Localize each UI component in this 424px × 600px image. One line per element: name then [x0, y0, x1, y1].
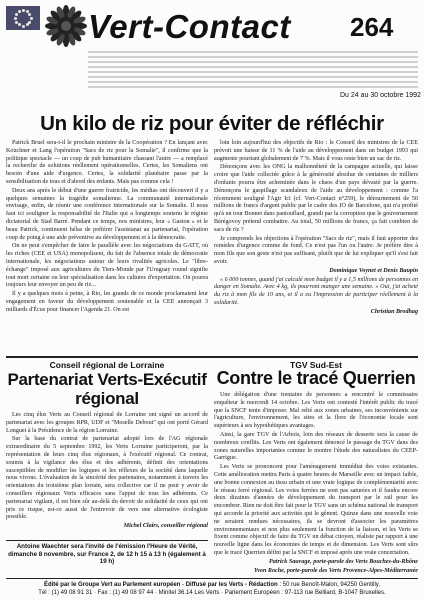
footer-editor: Édité par le Groupe Vert au Parlement européen	[43, 582, 181, 588]
article-paragraph: Ainsi, la gare TGV de l'Arbois, loin des réseaux de desserte sera la cause de nombreux conflits. Les Verts ont également dénoncé le passage du TGV dans des zones naturelles importantes comme le montre l'étude des naturalistes du CEEP-Garrigue.	[214, 431, 418, 462]
lorraine-article	[6, 412, 208, 532]
footer-redaction-label: - Rédaction	[243, 582, 278, 588]
flag-star-icon	[15, 21, 18, 24]
article-signature: Patrick Sauvage, porte-parole des Verts Bouches-du-Rhône	[269, 558, 418, 565]
article-paragraph: Les cinq élus Verts au Conseil régional de Lorraine ont signé un accord de partenariat avec les groupes RPR, UDF et "Moselle Debout" qui ont porté Gérard Longuet à la Présidence de la région Lorraine.	[6, 412, 208, 434]
footer-line-2: Tél : (1) 49 08 91 31 · Fax : (1) 49 08 97 44 · Minitel 36.14 Les Verts · Parlement Européen : 97-113 rue Belliard, B-1047 Bruxelles.	[38, 590, 386, 596]
article-paragraph: Je comprends les objections à l'opération "Sacs de riz", mais il faut apporter des remèdes d'urgence comme de fond. Ce n'est pas l'un ou l'autre. Je préfère dire à mon fils que son geste n'est pas suffisant, plutôt que de lui expliquer qu'il s'est fait avoir.	[214, 235, 418, 265]
article-paragraph: Une délégation d'une trentaine de personnes a rencontré le commissaire enquêteur le mercredi 14 octobre. Les Verts ont contesté l'intérêt public du tracé que la SNCF tente d'imposer. Mal relié aux zones urbaines, ses inconvénients sur l'agriculture, l'environnement, les sites et la flore de l'économie locale sont supérieurs à ses hypothétiques avantages.	[214, 392, 418, 430]
section-title-lorraine: Partenariat Verts-Exécutif régional	[7, 370, 207, 408]
issue-number: 264	[350, 12, 394, 42]
flag-star-icon	[28, 13, 31, 16]
article-paragraph: Les Verts se prononcent pour l'aménagement immédiat des voies existantes. Cette amélioration mettra Paris à quatre heures de Marseille avec un impact faible, une bonne connexion au tissu urbain et une vraie logique de complémentarité avec le réseau ferré régional. Les voies ferrées ne sont pas saturées et il faudra encore deux dizaines d'années de développement du transport par le rail pour les encombrer. Rien ne doit être fait pour le TGV sans un schéma national de transport qui accorde la priorité aux activités qui le gênent. Quinze dans une nouvelle voie ne seraient rendues nécessaires, ils se devront d'associer les paramètres environnementaux et non plus seulement la fonction de la liaison, et les Verts se fixent comme objectif de faire du TGV un débat citoyen, réaliste par rapport à une nouvelle ligne dans les économies de temps et de dimension. Les Verts sont sûrs que le tracé Querrien défini par la SNCF et imposé après une vraie concertation.	[214, 464, 418, 556]
article-signature: Christian Brodhag	[370, 308, 418, 315]
flag-star-icon	[18, 10, 21, 13]
article-paragraph: Patrick Bruel sera-t-il le prochain ministre de la Coopération ? En lançant avec Kouchner et Lang l'opération "Sacs de riz pour la Somalie", il confirme que la politique spectacle — un coup de pub humanitaire chassant l'autre — a remplacé la recherche de solutions réellement opérationnelles. Certes, les Somaliens ont besoin d'une aide d'urgence. Certes, la solidarité planétaire passe par la sensibilisation de tous et d'abord des enfants. Mais pas comme cela !	[6, 140, 208, 185]
article-signature: Dominique Voynet et Denis Baupin	[329, 267, 418, 274]
footer-separator: -	[180, 582, 186, 588]
flag-star-icon	[15, 13, 18, 16]
flag-star-icon	[22, 25, 25, 28]
footer-distributor: Diffusé par les Verts	[185, 582, 244, 588]
flag-star-icon	[28, 21, 31, 24]
article-paragraph: Deux ans après le début d'une guerre fratricide, les médias ont découvert il y a quelques semaines la tragédie somalienne. La communauté internationale envisage, enfin, de réunir une conférence internationale sur la Somalie. Il nous faut ici souligner la responsabilité de l'Italie qui a longtemps soutenu le régime dictatorial de Siad Barré. Pendant ce temps, nos ministres, leur « Gaston » et le beau Patrick, continuent hélas de préférer l'assistanat au partenariat, l'opération coup de poing à une aide préventive au développement et à la démocratie.	[6, 187, 208, 241]
section-divider	[6, 356, 418, 358]
flag-star-icon	[14, 17, 17, 20]
section-label-lorraine: Conseil régional de Lorraine	[49, 360, 165, 370]
article-quote: « 6 000 tonnes, quand j'ai calculé mon budget il y a 1,5 millions de personnes en danger en Somalie. Avec 4 kg, ils pourront manger une semaine. » Oui, j'ai acheté du riz à mon fils de 10 ans, et il a eu l'impression de participer réellement à la solidarité.	[214, 276, 418, 306]
tgv-article	[214, 392, 418, 576]
flag-star-icon	[30, 17, 33, 20]
article-signature: Yvon Roche, porte-parole des Verts Provence-Alpes-Méditerranée	[254, 567, 418, 574]
article-paragraph: Il y a quelques mois à peine, à Rio, les grands de ce monde proclamaient leur engagement en faveur du développement soutenable et la CEE annonçait 3 milliards d'Écus pour financer l'Agenda 21. On est	[6, 291, 208, 313]
publication-footer	[6, 578, 418, 597]
flag-star-icon	[22, 9, 25, 12]
footer-address: : 50 rue Benoît-Malon, 94250 Gentilly.	[277, 582, 381, 588]
masthead	[0, 0, 424, 98]
footer-line-1	[6, 581, 418, 589]
flag-star-icon	[26, 23, 29, 26]
flag-star-icon	[18, 23, 21, 26]
tv-announcement: Antoine Waechter sera l'invité de l'émission l'Heure de Vérité, dimanche 8 novembre, sur France 2, de 12 h 15 à 13 h (également à 19 h)	[6, 540, 208, 566]
masthead-stripes	[88, 48, 418, 88]
main-headline: Un kilo de riz pour éviter de réfléchir	[40, 112, 384, 135]
publication-title: Vert-Contact	[88, 8, 291, 45]
article-paragraph: Sur la base du contrat de partenariat adopté lors de l'AG régionale extraordinaire du 5 septembre 1992, les Verts Lorraine participeront, par la représentation de leurs cinq élus régionaux, à l'exécutif régional. Ce contrat, soumis à la vigilance des élus et des adhérents, définit des orientations susceptibles de modifier les logiques et les réflexes de la société dans laquelle nous vivons. L'évaluation de la sincérité des partenaires, notamment à travers les orientations du troisième plan lorrain, sera collective car il ne peut y avoir de conseillers régionaux Verts efficaces sans l'appui de tous les adhérents. Ce partenariat vigilant, il est bien sûr au-delà du devoir de solidarité de ceux qui ont pris ce risque, est-ce aussi de l'entrevoir de vers une alternative écologiste possible.	[6, 436, 208, 521]
eu-flag-icon	[6, 6, 40, 30]
issue-dates: Du 24 au 30 octobre 1992	[340, 92, 421, 99]
article-paragraph: On ne peut s'empêcher de faire le parallèle avec les négociations du GATT, où les riches (CEE et USA) monopolisent, du fait de l'absence totale de démocratie internationale, les négociations autour de leurs rivalités agricoles. Le "libre-échange" imposé aux agricultures du Tiers-Monde par l'Uruguay round signifie tout mort certaine ou leur spécialisation dans les cultures d'exportation. On pourra toujours leur envoyer un peu de riz...	[6, 243, 208, 289]
article-column-2	[214, 140, 418, 318]
section-label-tgv: TGV Sud-Est	[290, 360, 342, 370]
sunflower-logo-icon	[44, 4, 88, 48]
article-paragraph: Dénonçons avec les ONG la malhonnêteté de la campagne actuelle, qui laisse croire que l'aide collectée grâce à la générosité absolue de centaines de milliers d'enfants pourra être acheminée dans le chaos d'un pays dévasté par la guerre. Dénonçons le gaspillage scandaleux de l'aide au développement : comme l'a récemment souligné l'Agir Ici (cf. Vert-Contact n°259), le détournement de 50 millions de francs d'argent public par le cadre des JO de Barcelone, qui n'a profité qu'à un tour Bonnet dans pantouflard, grandi par la corruption que le gouvernement Bérégovoy prétend combattre. Au total, 50 millions de francs, ça fait combien de sacs de riz ?	[214, 164, 418, 233]
article-signature: Michel Clairs, conseiller régional	[123, 523, 208, 530]
article-column-1	[6, 140, 208, 316]
article-paragraph: loin loin aujourd'hui des objectifs de Rio : le Conseil des ministres de la CEE prévoit une baisse de 11 % de l'aide au développement dans un budget 1993 qui augmente pourtant globalement de 7 %. Mais il vous reste bien un sac de riz.	[214, 140, 418, 162]
section-title-tgv: Contre le tracé Querrien	[216, 368, 416, 388]
